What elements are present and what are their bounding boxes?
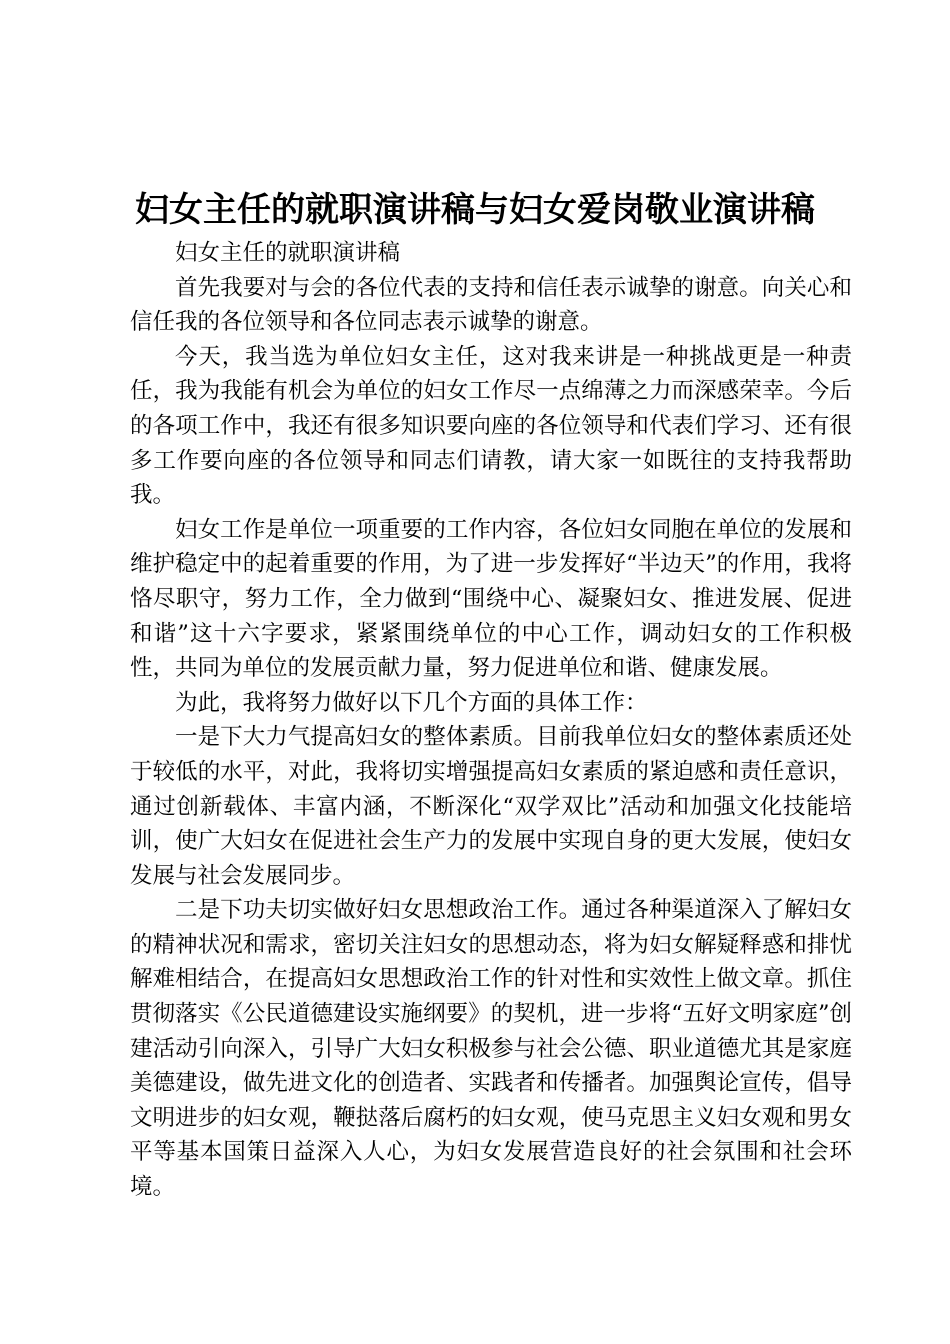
- body-paragraph: 二是下功夫切实做好妇女思想政治工作。通过各种渠道深入了解妇女的精神状况和需求，密切关注妇女的思想动态，将为妇女解疑释惑和排忧解难相结合，在提高妇女思想政治工作的针对性和实效性上做文章。抓住贯彻落实《公民道德建设实施纲要》的契机，进一步将“五好文明家庭”创建活动引向深入，引导广大妇女积极参与社会公德、职业道德尤其是家庭美德建设，做先进文化的创造者、实践者和传播者。加强舆论宣传，倡导文明进步的妇女观，鞭挞落后腐朽的妇女观，使马克思主义妇女观和男女平等基本国策日益深入人心，为妇女发展营造良好的社会氛围和社会环境。: [130, 897, 852, 1201]
- body-paragraph: 首先我要对与会的各位代表的支持和信任表示诚挚的谢意。向关心和信任我的各位领导和各位同志表示诚挚的谢意。: [130, 274, 852, 336]
- document-body: [130, 236, 852, 1205]
- body-paragraph: 一是下大力气提高妇女的整体素质。目前我单位妇女的整体素质还处于较低的水平，对此，我将切实增强提高妇女素质的紧迫感和责任意识，通过创新载体、丰富内涵，不断深化“双学双比”活动和加强文化技能培训，使广大妇女在促进社会生产力的发展中实现自身的更大发展，使妇女发展与社会发展同步。: [130, 724, 852, 889]
- document-title: 妇女主任的就职演讲稿与妇女爱岗敬业演讲稿: [135, 190, 815, 230]
- subtitle-paragraph: 妇女主任的就职演讲稿: [175, 240, 401, 266]
- body-paragraph: 为此，我将努力做好以下几个方面的具体工作：: [175, 689, 648, 716]
- body-paragraph: 今天，我当选为单位妇女主任，这对我来讲是一种挑战更是一种责任，我为我能有机会为单位的妇女工作尽一点绵薄之力而深感荣幸。今后的各项工作中，我还有很多知识要向座的各位领导和代表们学习、还有很多工作要向座的各位领导和同志们请教，请大家一如既往的支持我帮助我。: [130, 343, 852, 509]
- body-paragraph: 妇女工作是单位一项重要的工作内容，各位妇女同胞在单位的发展和维护稳定中的起着重要的作用，为了进一步发挥好“半边天”的作用，我将恪尽职守，努力工作，全力做到“围绕中心、凝聚妇女、推进发展、促进和谐”这十六字要求，紧紧围绕单位的中心工作，调动妇女的工作积极性，共同为单位的发展贡献力量，努力促进单位和谐、健康发展。: [130, 516, 852, 682]
